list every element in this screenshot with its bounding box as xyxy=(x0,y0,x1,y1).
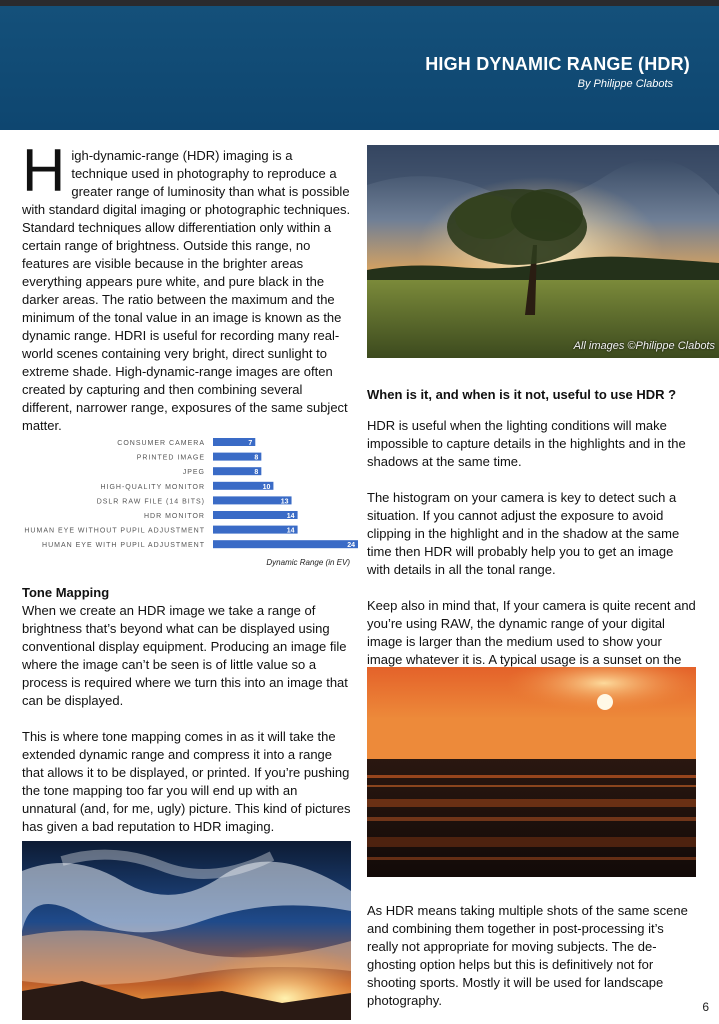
tone-mapping-paragraph-1: When we create an HDR image we take a range of brightness that’s beyond what can be displayed using conventional display equipment. Producing an image file where the image can’t be seen is of little value so a process is required where we turn this into an image that can be displayed. xyxy=(22,603,348,708)
page-header xyxy=(0,6,719,130)
chart-category-label: DSLR RAW FILE (14 BITS) xyxy=(96,498,205,506)
chart-category-label: HIGH-QUALITY MONITOR xyxy=(100,483,205,491)
chart-category-label: HUMAN EYE WITHOUT PUPIL ADJUSTMENT xyxy=(24,527,205,535)
hdr-usage-section xyxy=(367,373,697,700)
tone-mapping-paragraph-2: This is where tone mapping comes in as it will take the extended dynamic range and compress it into a range that allows it to be displayed, or printed. If you’re pushing the tone mapping too far you will end up with an unnatural (and, for me, ugly) picture. This kind of pictures has given a bad reputation to HDR imaging. xyxy=(22,729,351,834)
chart-bar-value: 14 xyxy=(286,513,295,520)
hdr-usage-paragraph-4: As HDR means taking multiple shots of the same scene and combining them together in post-processing it’s really not appropriate for moving subjects. The de-ghosting option helps but this is definitively not for shooting sports. Mostly it will be used for landscape photography. xyxy=(367,903,688,1008)
chart-bar-value: 24 xyxy=(347,542,355,550)
chart-bar xyxy=(213,526,298,534)
hdr-usage-paragraph-2: The histogram on your camera is key to detect such a situation. If you cannot adjust the exposure to avoid clipping in the highlight and in the shadow at the same time then HDR will probably help you to get an image with details in all the tonal range. xyxy=(367,490,680,577)
intro-text: igh-dynamic-range (HDR) imaging is a technique used in photography to reproduce a greater range of luminosity than what is possible with standard digital imaging or photographic techniques. Standard techniques allow differentiation only within a certain range of brightness. Outside this range, no features are visible because in the brighter areas everything appears pure white, and pure black in the darker areas. The ratio between the maximum and the minimum of the tonal value in an image is known as the dynamic range. HDRI is useful for recording many real-world scenes containing very bright, direct sunlight to extreme shade. High-dynamic-range images are often created by capturing and then combining several different, narrower range, exposures of the same subject matter. xyxy=(22,148,351,433)
chart-category-label: HDR MONITOR xyxy=(143,513,205,520)
intro-paragraph xyxy=(22,137,352,435)
chart-bar xyxy=(213,511,298,519)
sea-sunset-photo xyxy=(367,667,696,877)
chart-bar-value: 10 xyxy=(262,483,271,491)
photo-credit: All images ©Philippe Clabots xyxy=(573,340,715,352)
chart-bar-value: 8 xyxy=(254,454,259,462)
page-number: 6 xyxy=(702,1000,709,1014)
chart-bar-value: 13 xyxy=(280,498,289,506)
drop-cap: H xyxy=(22,137,66,204)
chart-category-label: CONSUMER CAMERA xyxy=(117,440,205,447)
hdr-moving-subjects xyxy=(367,889,697,1023)
chart-bar xyxy=(213,540,358,548)
page-title: HIGH DYNAMIC RANGE (HDR) xyxy=(425,54,690,74)
tree-sunset-photo xyxy=(367,145,719,358)
tone-mapping-section xyxy=(22,584,352,836)
dynamic-range-chart xyxy=(22,436,362,572)
chart-x-axis-label: Dynamic Range (in EV) xyxy=(266,558,350,567)
author-byline: By Philippe Clabots xyxy=(577,78,673,90)
chart-bar-value: 7 xyxy=(248,440,253,447)
chart-bar-value: 8 xyxy=(254,469,259,477)
chart-bar-value: 14 xyxy=(286,527,295,535)
chart-category-label: HUMAN EYE WITH PUPIL ADJUSTMENT xyxy=(42,542,205,550)
hdr-usage-heading: When is it, and when is it not, useful to use HDR ? xyxy=(367,387,677,402)
tone-mapping-heading: Tone Mapping xyxy=(22,585,110,600)
hdr-usage-paragraph-3: Keep also in mind that, If your camera is quite recent and you’re using RAW, the dynamic range of your digital image is larger than the medium used to show your image whatever it is. A typical usage is a sunset on the xyxy=(367,598,696,667)
hdr-sky-photo xyxy=(22,841,351,1020)
hdr-usage-paragraph-1: HDR is useful when the lighting conditions will make impossible to capture details in the highlights and in the shadows at the same time. xyxy=(367,418,686,469)
chart-category-label: PRINTED IMAGE xyxy=(136,454,205,462)
chart-category-label: JPEG xyxy=(182,469,205,477)
